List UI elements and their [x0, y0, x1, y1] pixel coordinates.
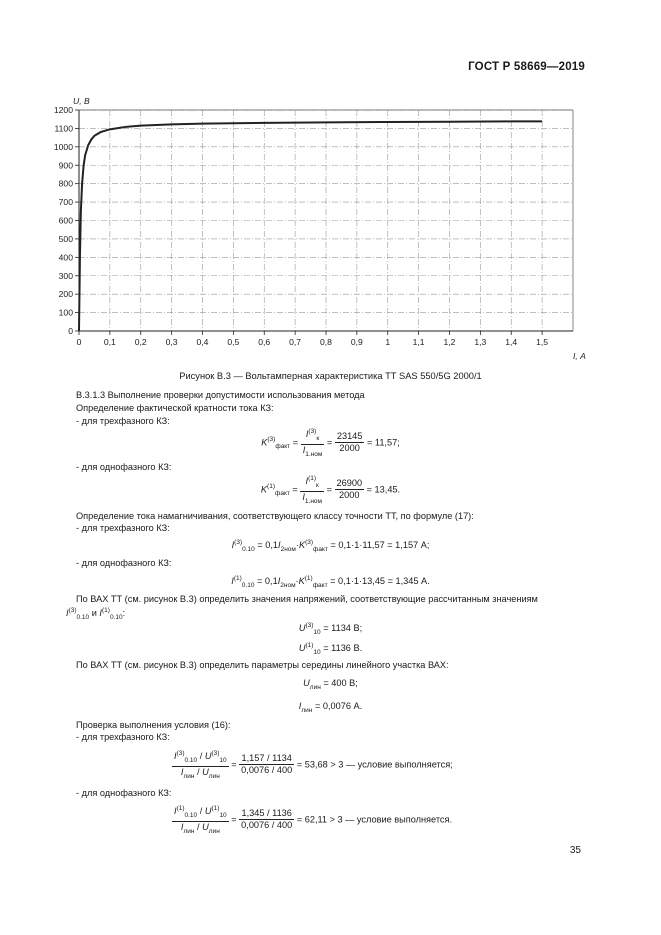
paragraph: - для трехфазного КЗ:	[76, 732, 170, 742]
x-tick-label: 1,3	[474, 337, 487, 347]
y-tick-label: 1200	[53, 105, 73, 115]
y-tick-label: 200	[58, 289, 73, 300]
y-tick-label: 500	[58, 233, 73, 244]
y-tick-labels	[54, 105, 73, 336]
y-tick-label: 400	[58, 252, 73, 263]
paragraph: - для однофазного КЗ:	[76, 558, 172, 568]
paragraph: Определение тока намагничивания, соответствующего классу точности ТТ, по формуле (17):	[76, 511, 474, 521]
paragraph: Определение фактической кратности тока КЗ:	[76, 403, 274, 413]
x-tick-label: 0,4	[196, 337, 209, 347]
section-heading: В.3.1.3 Выполнение проверки допустимости использования метода	[76, 390, 365, 400]
paragraph: - для однофазного КЗ:	[76, 462, 172, 472]
x-tick-label: 0,9	[350, 337, 363, 347]
x-tick-label: 1,2	[443, 337, 456, 347]
equation-i3: $I^{(3)}_{0.10} = 0,1I_{2ном}\cdot K^{(3)}_{факт} = 0,1\cdot 1\cdot 11,57 = 1,157$ А;	[231, 539, 430, 553]
volt-ampere-chart	[0, 0, 661, 370]
x-tick-label: 1,4	[505, 337, 518, 347]
y-tick-label: 300	[58, 270, 73, 281]
equation-ilin: $I_{лин} = 0,0076$ А.	[298, 701, 363, 714]
y-tick-label: 0	[68, 326, 73, 336]
x-tick-label: 0,7	[289, 337, 302, 347]
x-tick-label: 0,1	[103, 337, 116, 347]
paragraph: По ВАХ ТТ (см. рисунок В.3) определить параметры середины линейного участка ВАХ:	[76, 660, 449, 670]
paragraph: Проверка выполнения условия (16):	[76, 720, 231, 730]
chart-grid	[79, 110, 573, 331]
y-tick-label: 900	[58, 160, 73, 171]
x-tick-label: 1,5	[536, 337, 549, 347]
paragraph: По ВАХ ТТ (см. рисунок В.3) определить значения напряжений, соответствующие рассчитанным значениям	[76, 594, 538, 604]
paragraph: - для трехфазного КЗ:	[76, 416, 170, 426]
x-tick-labels	[77, 337, 549, 347]
x-tick-label: 0,5	[227, 337, 240, 347]
page-number: 35	[569, 845, 581, 856]
equation-i1: $I^{(1)}_{0.10} = 0,1I_{2ном}\cdot K^{(1)}_{факт} = 0,1\cdot 1\cdot 13,45 = 1,345$ А.	[231, 575, 430, 589]
paragraph: - для однофазного КЗ:	[76, 788, 172, 798]
equation-k3: $K^{(3)}_{факт}$ = $I^{(3)}_к$ $I_{1.ном}$ = $\frac{23145}{2000}$ = 11,57;	[261, 428, 400, 458]
x-tick-label: 0	[76, 337, 82, 347]
y-tick-label: 700	[58, 197, 73, 208]
x-tick-label: 1	[385, 337, 391, 347]
equation-ulin: $U_{лин} = 400$ В;	[303, 678, 358, 691]
x-tick-label: 0,8	[320, 337, 332, 347]
equation-u1: $U^{(1)}_{10} = 1136$ В.	[298, 642, 363, 656]
x-tick-label: 0,3	[165, 337, 178, 347]
x-axis-label: I, А	[573, 351, 586, 361]
chart-axes	[75, 110, 573, 335]
paragraph: $I^{(3)}_{0.10}$ и $I^{(1)}_{0.10}$:	[66, 607, 126, 621]
y-tick-label: 600	[58, 215, 73, 226]
y-tick-label: 1100	[54, 123, 73, 134]
y-tick-label: 100	[58, 307, 73, 318]
x-tick-label: 0,2	[134, 337, 147, 347]
equation-k1: $K^{(1)}_{факт}$ = $I^{(1)}_к$ $I_{1.ном}$ = $\frac{26900}{2000}$ = 13,45.	[260, 475, 401, 505]
document-header: ГОСТ Р 58669—2019	[468, 61, 585, 73]
equation-c1: $I^{(1)}_{0.10} / U^{(1)}_{10}$ $I_{лин} / U_{лин}$ = $\frac{1,345 / 1136}{0,0076 / 400}$ = 62,11 > 3 — условие выполняется.	[174, 805, 453, 835]
figure-caption: Рисунок В.3 — Вольтамперная характеристика ТТ SAS 550/5G 2000/1	[179, 371, 482, 381]
series-line	[79, 121, 542, 331]
equation-c3: $I^{(3)}_{0.10} / U^{(3)}_{10}$ $I_{лин} / U_{лин}$ = $\frac{1,157 / 1134}{0,0076 / 400}$ = 53,68 > 3 — условие выполняется;	[174, 750, 453, 780]
paragraph: - для трехфазного КЗ:	[76, 523, 170, 533]
y-tick-label: 800	[58, 178, 73, 189]
x-tick-label: 0,6	[258, 337, 271, 347]
y-tick-label: 1000	[53, 141, 73, 152]
y-axis-label: U, В	[73, 96, 90, 106]
equation-u3: $U^{(3)}_{10} = 1134$ В;	[298, 622, 363, 636]
x-tick-label: 1,1	[412, 337, 425, 347]
